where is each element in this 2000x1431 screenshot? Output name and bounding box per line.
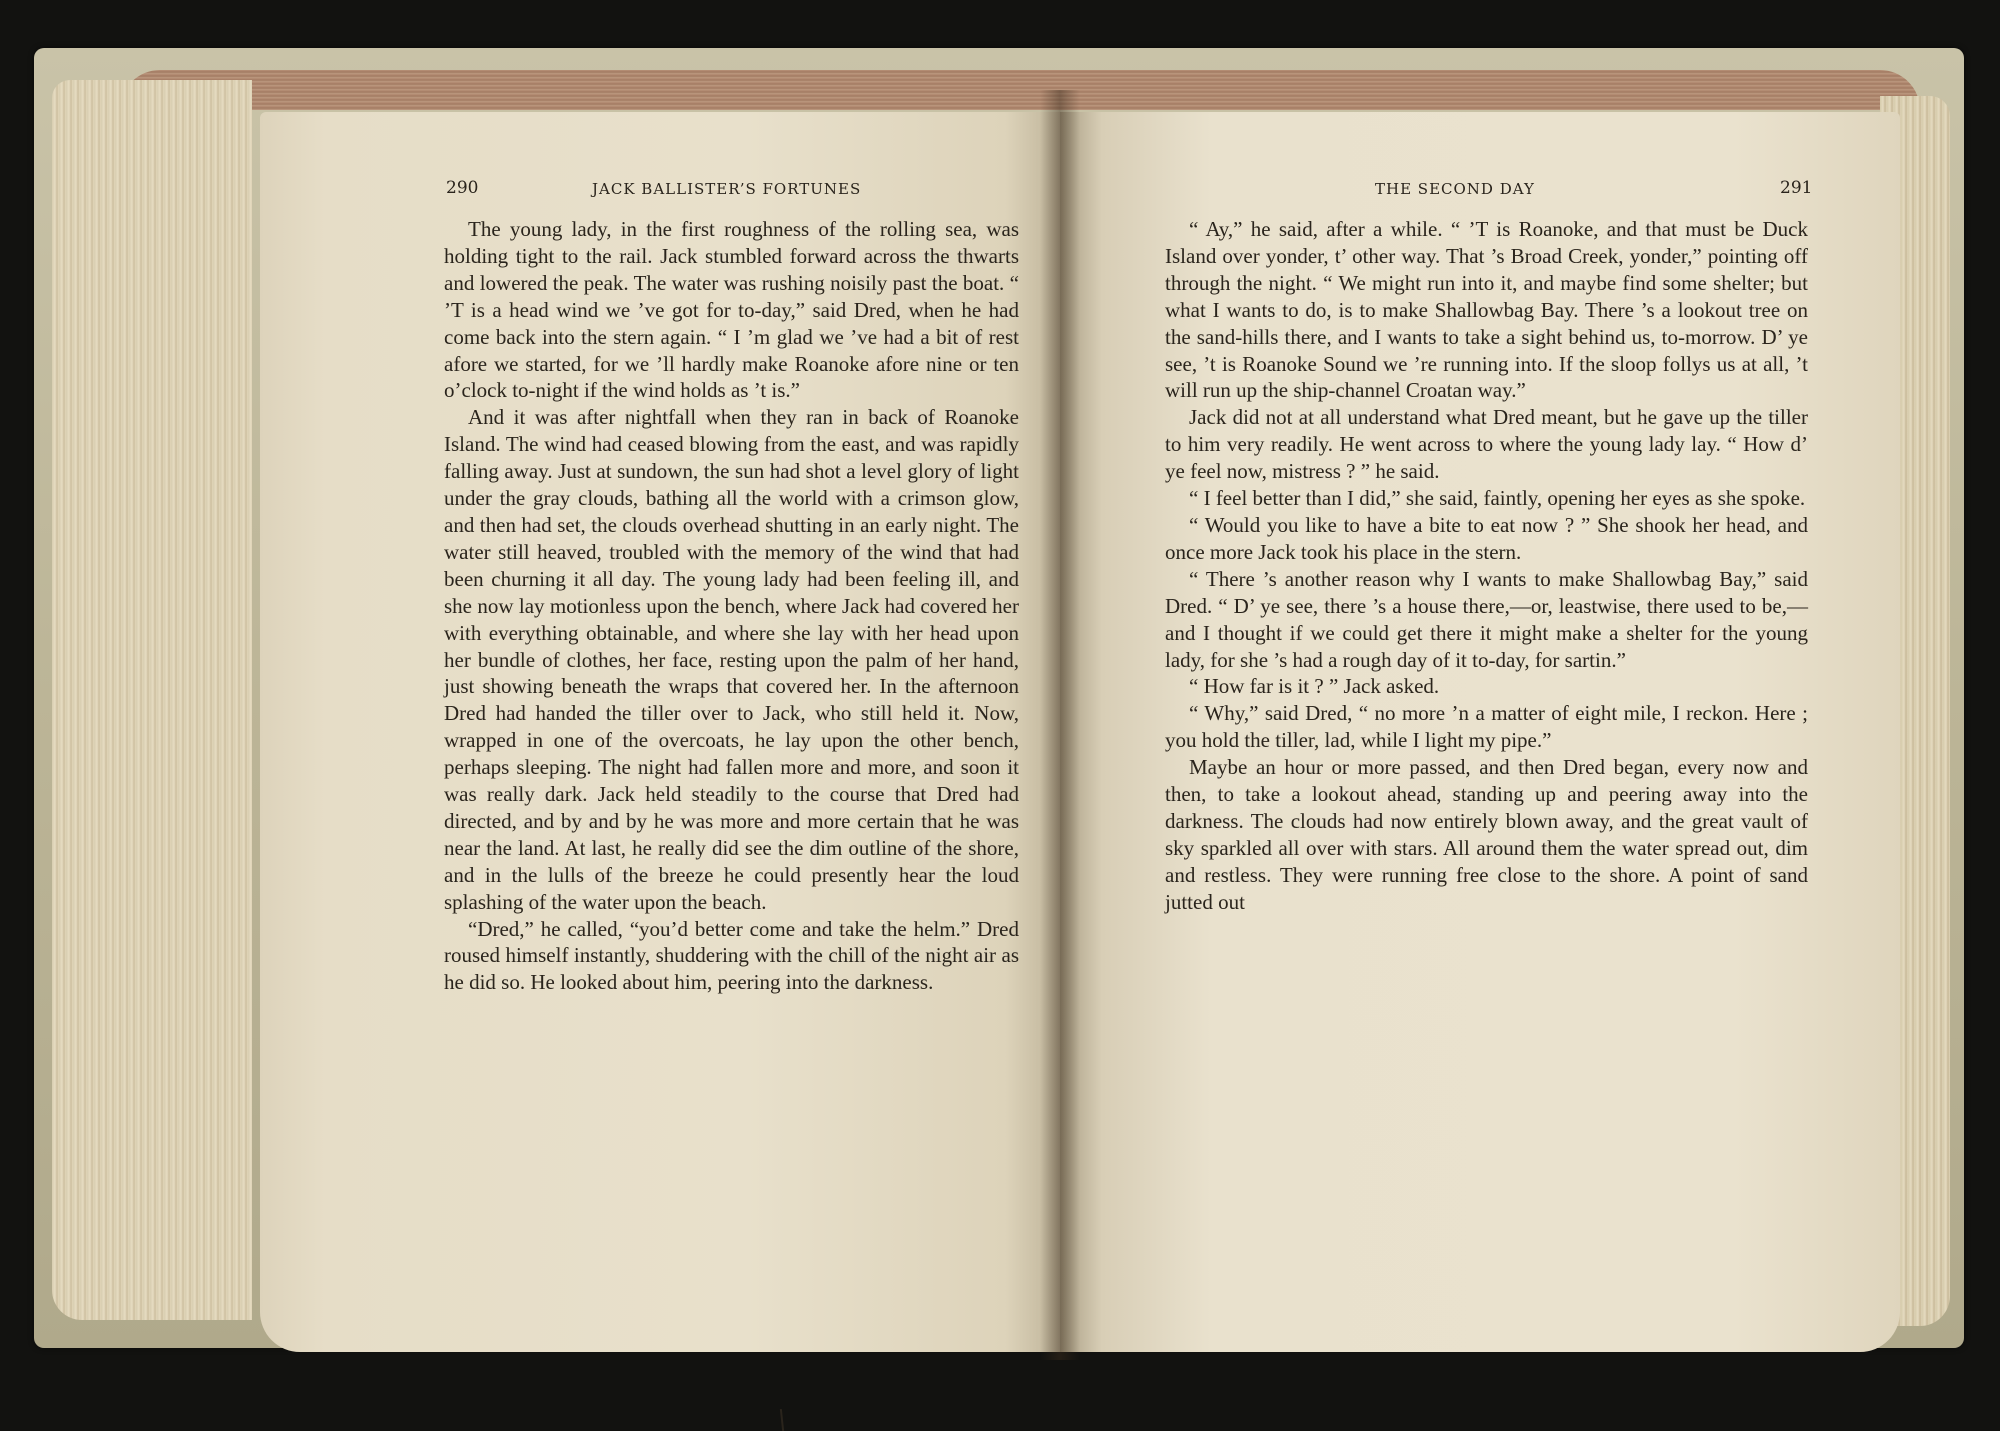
paragraph: Jack did not at all understand what Dred meant, but he gave up the tiller to him very readily. He went across to where the young lady lay. “ How d’ ye feel now, mistress ? ” he said.: [1165, 405, 1808, 484]
book-top-edge: [120, 70, 1920, 110]
paragraph: “ How far is it ? ” Jack asked.: [1189, 674, 1440, 699]
paragraph: “ Would you like to have a bite to eat now ? ” She shook her head, and once more Jack took his place in the stern.: [1165, 512, 1808, 564]
paragraph: “ There ’s another reason why I wants to make Shallowbag Bay,” said Dred. “ D’ ye see, there ’s a house there,—or, leastwise, there used to be,—and I thought if we could get there it might make a shelter for the young lady, for she ’s had a rough day of it to-day, for sartin.”: [1165, 566, 1808, 672]
left-running-head: JACK BALLISTER’S FORTUNES: [592, 180, 862, 198]
paragraph: The young lady, in the first roughness of the rolling sea, was holding tight to the rail. Jack stumbled forward across the thwarts and lowered the peak. The water was rushing noisily past the boat. “ ’T is a head wind we ’ve got for to-day,” said Dred, when he had come back into the stern again. “ I ’m glad we ’ve had a bit of rest afore we started, for we ’ll hardly make Roanoke afore nine or ten o’clock to-night if the wind holds as ’t is.”: [444, 217, 1019, 403]
paragraph: And it was after nightfall when they ran in back of Roanoke Island. The wind had ceased blowing from the east, and was rapidly falling away. Just at sundown, the sun had shot a level glory of light under the gray clouds, bathing all the world with a crimson glow, and then had set, the clouds overhead shutting in an early night. The water still heaved, troubled with the memory of the wind that had been churning it all day. The young lady had been feeling ill, and she now lay motionless upon the bench, where Jack had covered her with everything obtainable, and where she lay with her head upon her bundle of clothes, her face, resting upon the palm of her hand, just showing beneath the wraps that covered her. In the afternoon Dred had handed the tiller over to Jack, who still held it. Now, wrapped in one of the overcoats, he lay upon the other bench, perhaps sleeping. The night had fallen more and more, and soon it was really dark. Jack held steadily to the course that Dred had directed, and by and by he was more and more certain that he was near the land. At last, he really did see the dim outline of the shore, and in the lulls of the breeze he could presently hear the loud splashing of the water upon the beach.: [444, 405, 1019, 914]
left-page-text: [444, 216, 1019, 996]
paragraph: “ I feel better than I did,” she said, faintly, opening her eyes as she spoke.: [1189, 486, 1806, 511]
paragraph: “ Ay,” he said, after a while. “ ’T is Roanoke, and that must be Duck Island over yonder, t’ other way. That ’s Broad Creek, yonder,” pointing off through the night. “ We might run into it, and maybe find some shelter; but what I wants to do, is to make Shallowbag Bay. There ’s a lookout tree on the sand-hills there, and I wants to take a sight behind us, to-morrow. D’ ye see, ’t is Roanoke Sound we ’re running into. If the sloop follys us at all, ’t will run up the ship-channel Croatan way.”: [1165, 217, 1808, 403]
right-page: [1060, 112, 1900, 1352]
page-edges-left: [52, 80, 252, 1320]
pencil-mark: [780, 1409, 784, 1431]
right-page-text: [1165, 216, 1808, 916]
book-gutter: [1040, 90, 1080, 1360]
right-running-head: THE SECOND DAY: [1375, 180, 1535, 198]
paragraph: “Dred,” he called, “you’d better come and take the helm.” Dred roused himself instantly, shuddering with the chill of the night air as he did so. He looked about him, peering into the darkness.: [444, 916, 1019, 995]
left-page-number: 290: [446, 178, 479, 198]
right-page-number: 291: [1780, 178, 1813, 198]
paragraph: “ Why,” said Dred, “ no more ’n a matter of eight mile, I reckon. Here ; you hold the tiller, lad, while I light my pipe.”: [1165, 701, 1808, 753]
paragraph: Maybe an hour or more passed, and then Dred began, every now and then, to take a lookout ahead, standing up and peering away into the darkness. The clouds had now entirely blown away, and the great vault of sky sparkled all over with stars. All around them the water spread out, dim and restless. They were running free close to the shore. A point of sand jutted out: [1165, 755, 1808, 914]
left-page: [260, 112, 1070, 1352]
